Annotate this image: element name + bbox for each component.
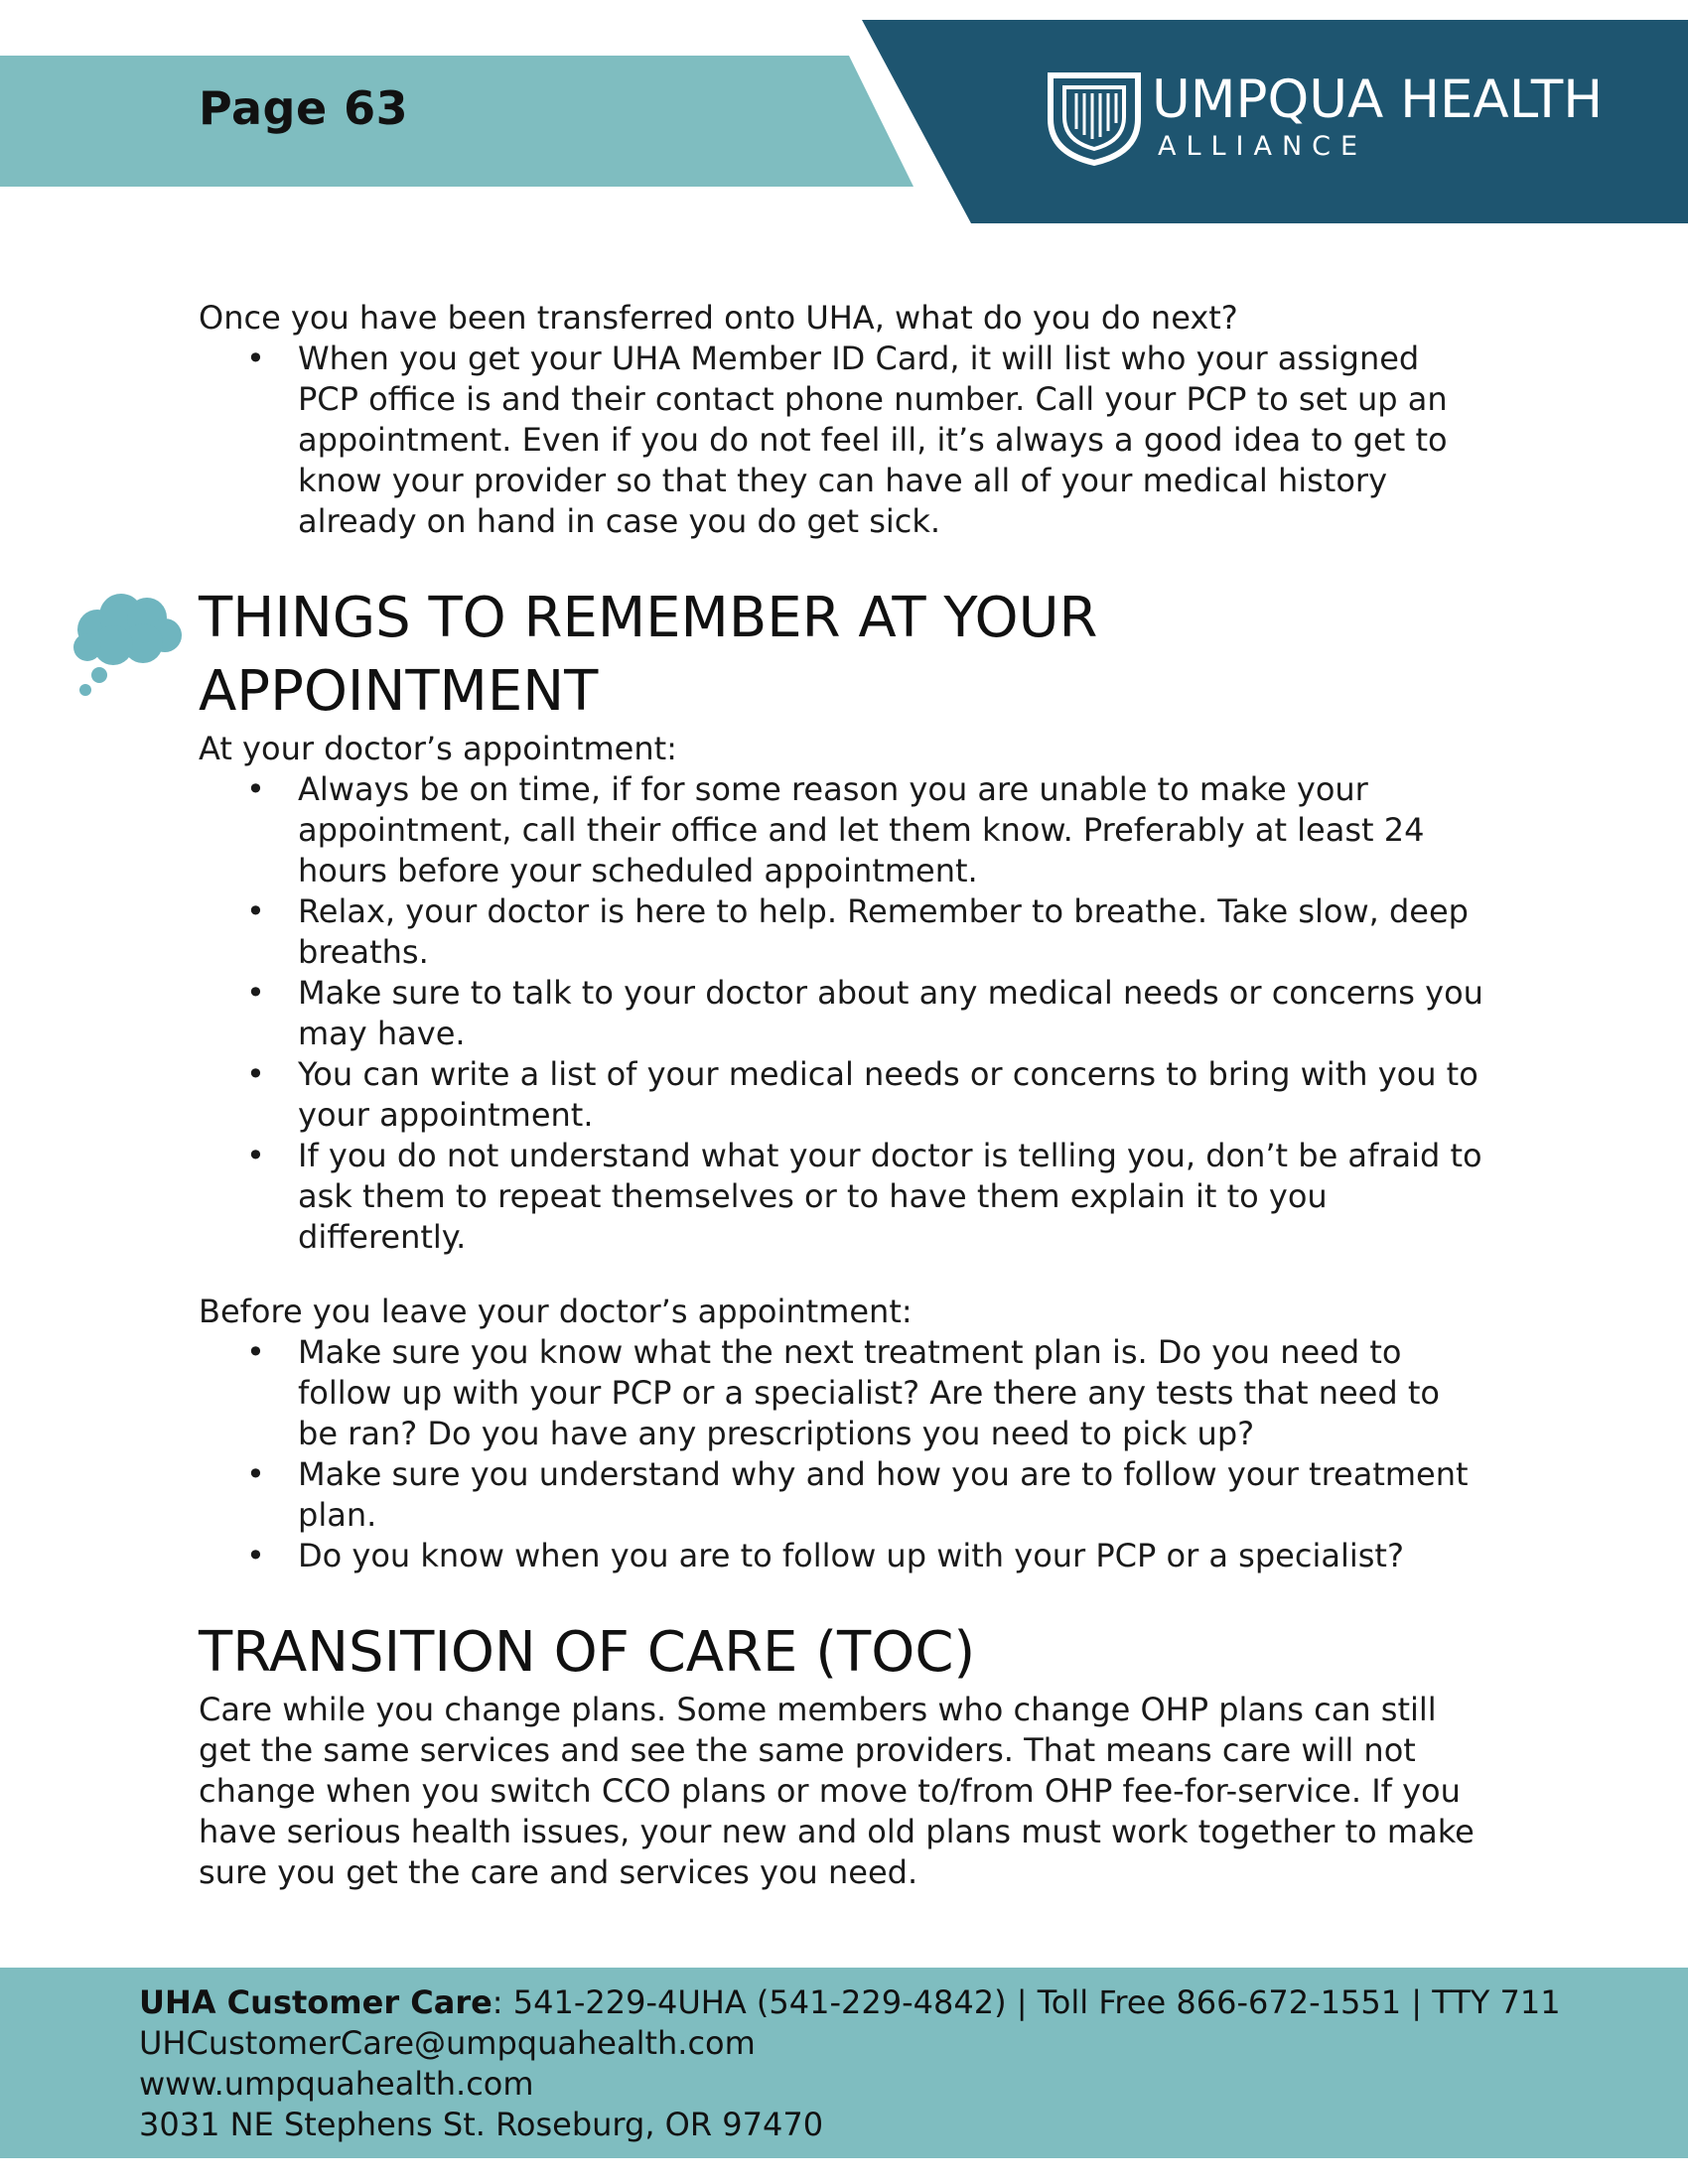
footer-address: 3031 NE Stephens St. Roseburg, OR 97470 bbox=[139, 2106, 824, 2143]
footer-contact bbox=[139, 1982, 1561, 2145]
page-footer bbox=[0, 1968, 1688, 2158]
list-item: • You can write a list of your medical needs or concerns to bring with you to your appointment. bbox=[298, 1054, 1489, 1136]
before-leave-list bbox=[199, 1332, 1489, 1576]
footer-email[interactable]: UHCustomerCare@umpquahealth.com bbox=[139, 2024, 756, 2062]
intro-list bbox=[199, 339, 1489, 542]
toc-heading: TRANSITION OF CARE (TOC) bbox=[199, 1620, 976, 1685]
intro-question: Once you have been transferred onto UHA, what do you do next? bbox=[199, 299, 1238, 337]
list-item: • Relax, your doctor is here to help. Remember to breathe. Take slow, deep breaths. bbox=[298, 891, 1489, 973]
list-item: • Make sure you understand why and how you are to follow your treatment plan. bbox=[298, 1454, 1489, 1536]
header-light-band bbox=[0, 56, 914, 187]
appointment-heading: THINGS TO REMEMBER AT YOUR APPOINTMENT bbox=[199, 586, 1098, 724]
logo-name: UMPQUA HEALTH bbox=[1152, 69, 1604, 130]
logo-subtitle: ALLIANCE bbox=[1158, 131, 1368, 162]
thought-cloud-icon bbox=[70, 592, 189, 701]
list-item: • Make sure to talk to your doctor about any medical needs or concerns you may have. bbox=[298, 973, 1489, 1054]
page-number: Page 63 bbox=[199, 81, 409, 135]
before-leave-label: Before you leave your doctor’s appointment: bbox=[199, 1293, 913, 1330]
uha-shield-icon bbox=[1045, 68, 1144, 167]
list-item: • Always be on time, if for some reason you are unable to make your appointment, call their office and let them know. Preferably at least 24 hours before your scheduled appointment. bbox=[298, 769, 1489, 891]
list-item: • Do you know when you are to follow up with your PCP or a specialist? bbox=[298, 1536, 1489, 1576]
list-item: • Make sure you know what the next treatment plan is. Do you need to follow up with your PCP or a specialist? Are there any tests that need to be ran? Do you have any prescriptions you need to pick up? bbox=[298, 1332, 1489, 1454]
list-item: • If you do not understand what your doctor is telling you, don’t be afraid to ask them to repeat themselves or to have them explain it to you differently. bbox=[298, 1136, 1489, 1258]
page-header bbox=[0, 0, 1688, 228]
toc-body: Care while you change plans. Some members who change OHP plans can still get the same services and see the same providers. That means care will not change when you switch CCO plans or move to/from OHP fee-for-service. If you have serious health issues, your new and old plans must work together to make sure you get the care and services you need. bbox=[199, 1691, 1475, 1891]
list-item: • When you get your UHA Member ID Card, it will list who your assigned PCP office is and their contact phone number. Call your PCP to set up an appointment. Even if you do not feel ill, it’s always a good idea to get to know your provider so that they can have all of your medical history already on hand in case you do get sick. bbox=[298, 339, 1489, 542]
footer-website[interactable]: www.umpquahealth.com bbox=[139, 2065, 534, 2103]
customer-care-label: UHA Customer Care bbox=[139, 1983, 492, 2021]
at-appointment-list bbox=[199, 769, 1489, 1258]
page-content bbox=[199, 298, 1489, 1893]
at-appointment-label: At your doctor’s appointment: bbox=[199, 730, 677, 767]
footer-phone-line bbox=[139, 1982, 1561, 2023]
uha-logo bbox=[1045, 68, 1640, 177]
phone-numbers: : 541-229-4UHA (541-229-4842) | Toll Free 866-672-1551 | TTY 711 bbox=[492, 1983, 1561, 2021]
